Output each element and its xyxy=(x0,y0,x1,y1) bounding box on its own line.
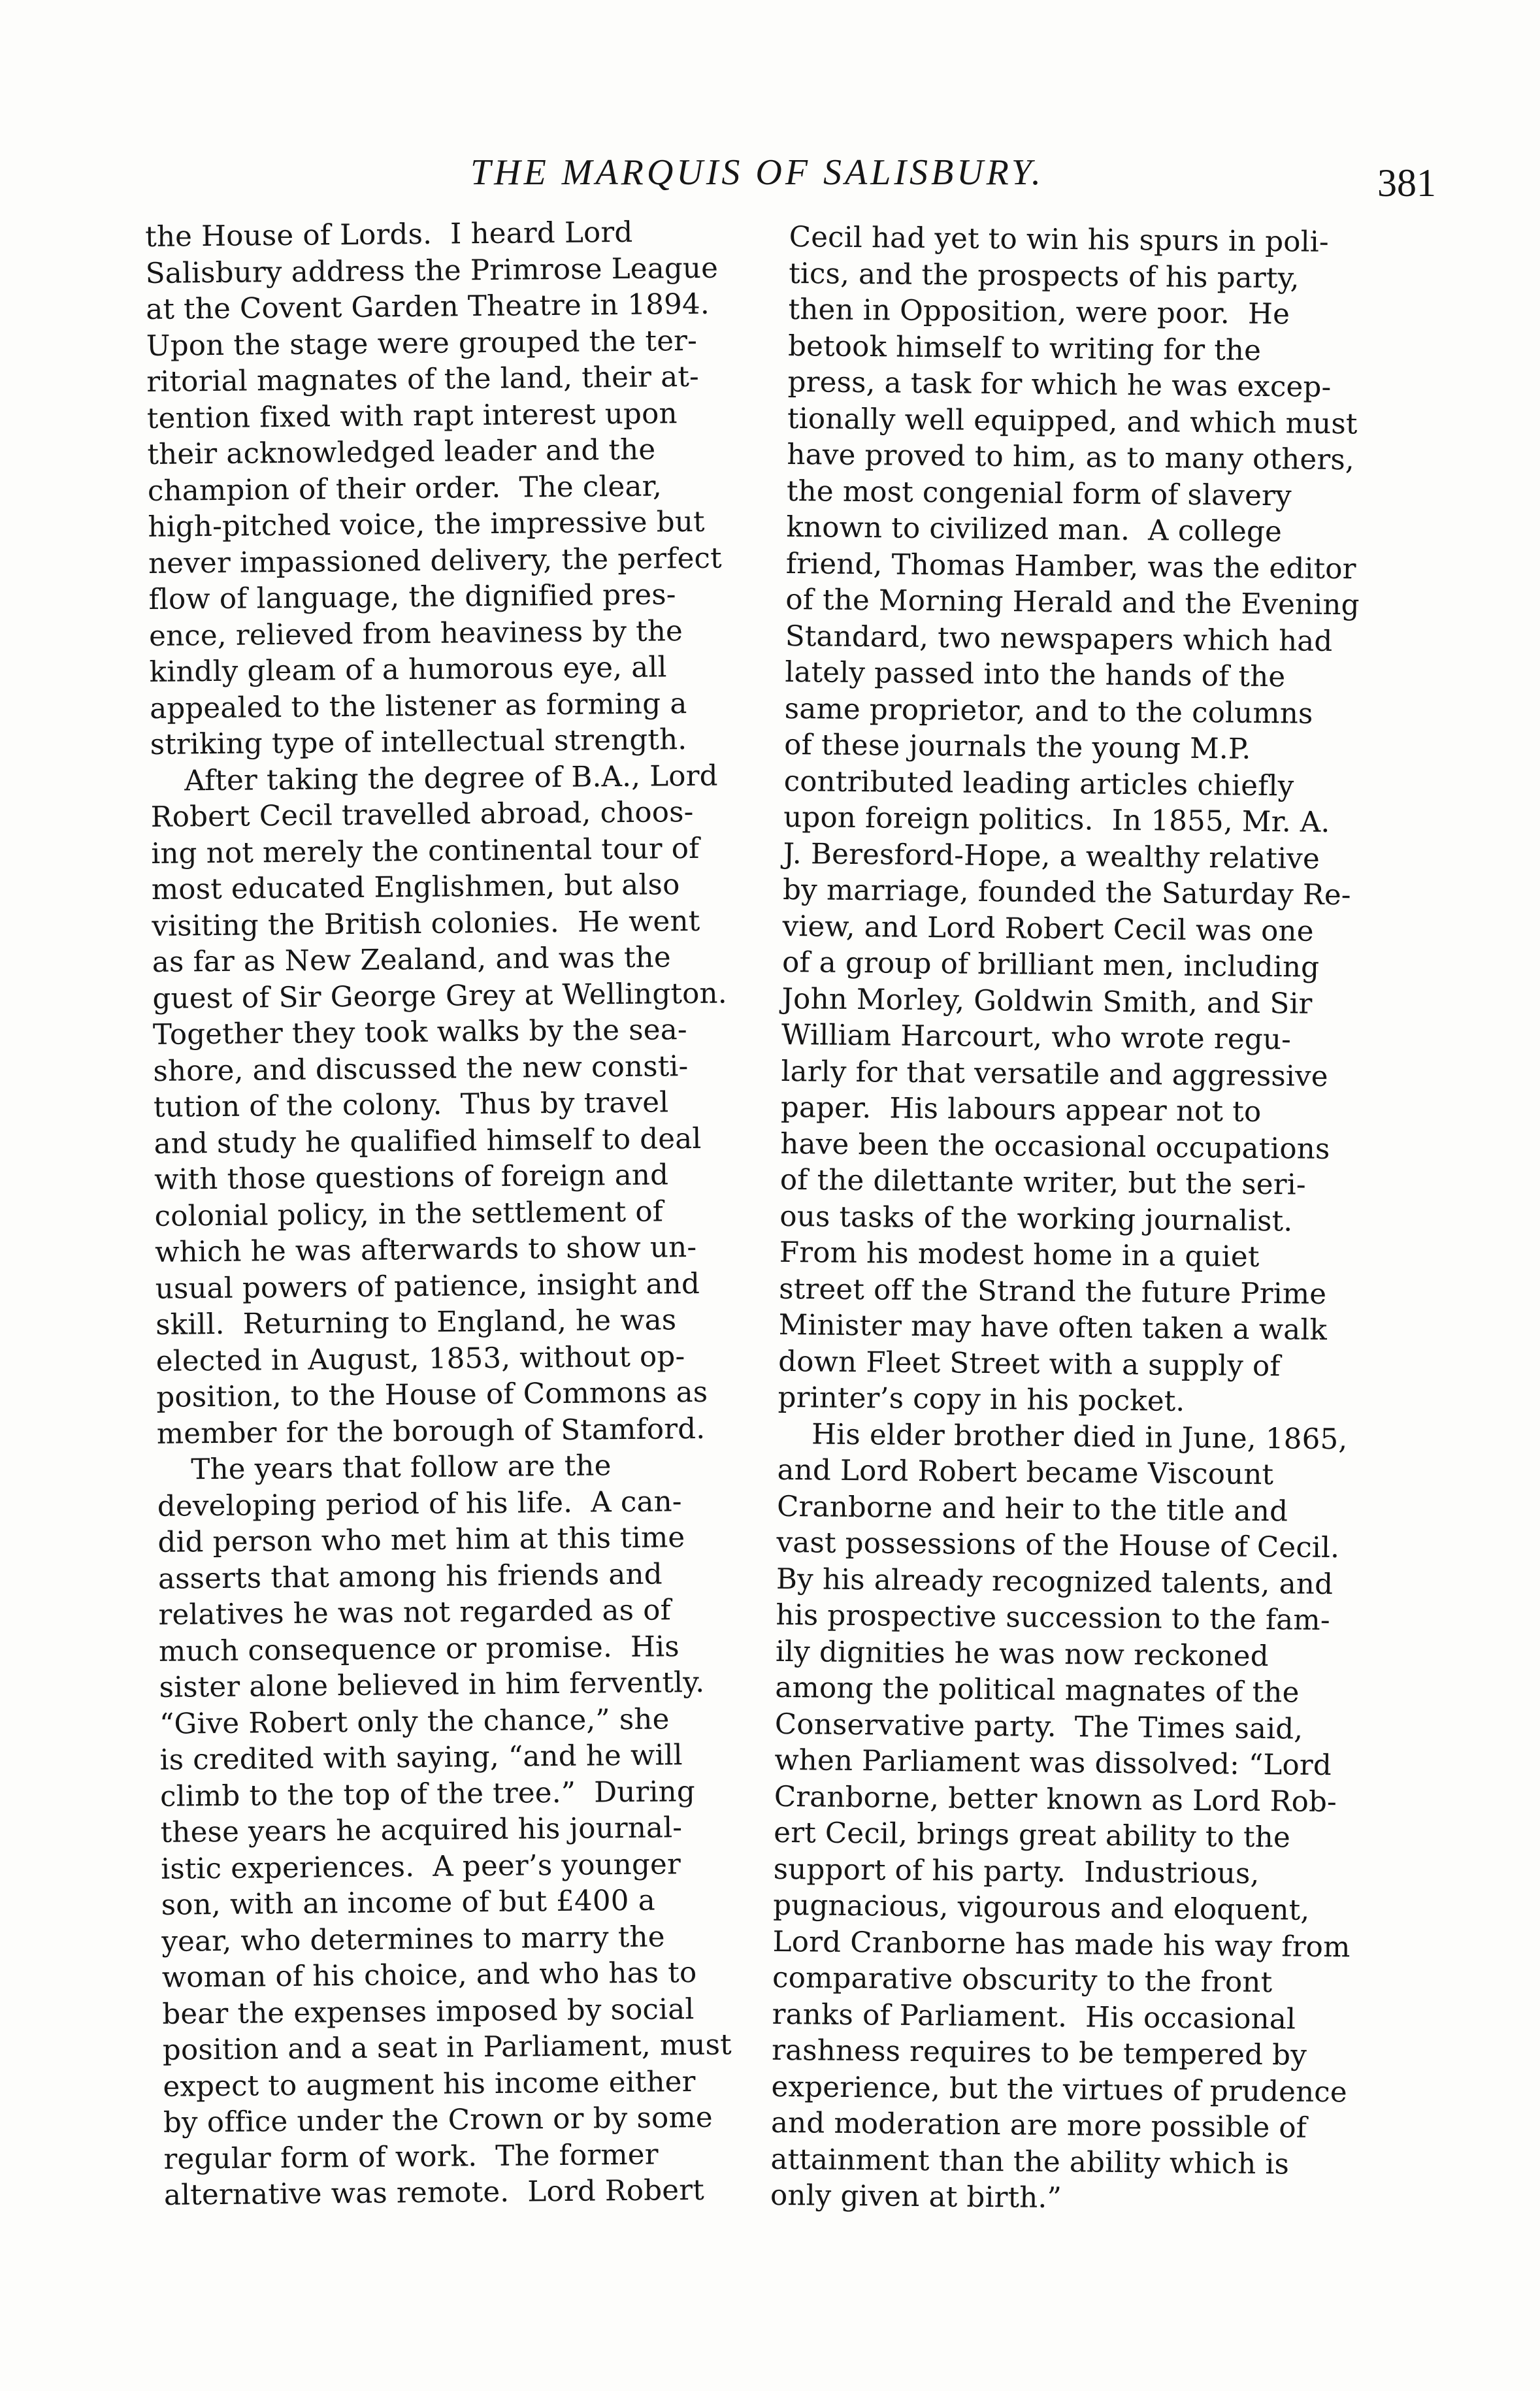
left-column-line: by office under the Crown or by some xyxy=(163,2101,713,2139)
right-column-line: printer’s copy in his pocket. xyxy=(778,1381,1185,1418)
right-column-line: of these journals the young M.P. xyxy=(784,728,1251,766)
left-column xyxy=(145,214,772,2214)
left-column-line: ritorial magnates of the land, their at- xyxy=(146,360,700,399)
right-column-line: view, and Lord Robert Cecil was one xyxy=(782,910,1314,948)
left-column-line: striking type of intellectual strength. xyxy=(150,723,687,761)
right-column-line: pugnacious, vigourous and eloquent, xyxy=(772,1888,1310,1927)
left-column-line: sister alone believed in him fervently. xyxy=(159,1666,705,1704)
left-column-line: son, with an income of but £400 a xyxy=(161,1884,656,1922)
left-column-line: year, who determines to marry the xyxy=(161,1920,665,1958)
right-column-line: when Parliament was dissolved: “Lord xyxy=(774,1743,1332,1783)
right-column-line: paper. His labours appear not to xyxy=(780,1091,1262,1129)
right-column-line: upon foreign politics. In 1855, Mr. A. xyxy=(783,800,1330,839)
right-column-line: ily dignities he was now reckoned xyxy=(775,1635,1270,1673)
left-column-line: member for the borough of Stamford. xyxy=(156,1412,706,1451)
left-column-line: developing period of his life. A can- xyxy=(157,1485,682,1523)
right-column-line: ous tasks of the working journalist. xyxy=(779,1200,1293,1238)
left-column-line: guest of Sir George Grey at Wellington. xyxy=(152,977,727,1015)
running-title: THE MARQUIS OF SALISBURY. xyxy=(470,152,1044,193)
left-column-line: visiting the British colonies. He went xyxy=(152,904,700,943)
right-column-line: have been the occasional occupations xyxy=(780,1127,1330,1166)
left-column-line: is credited with saying, “and he will xyxy=(159,1739,683,1777)
left-column-line: shore, and discussed the new consti- xyxy=(153,1049,689,1088)
left-column-line: istic experiences. A peer’s younger xyxy=(160,1847,681,1886)
left-column-line: which he was afterwards to show un- xyxy=(154,1230,697,1269)
left-column-line: “Give Robert only the chance,” she xyxy=(159,1702,670,1741)
right-column-line: of the dilettante writer, but the seri- xyxy=(779,1163,1306,1202)
right-column-line: the most congenial form of slavery xyxy=(786,474,1292,512)
left-column-line: the House of Lords. I heard Lord xyxy=(145,216,633,254)
right-column-line: and Lord Robert became Viscount xyxy=(777,1453,1274,1492)
right-column-line: By his already recognized talents, and xyxy=(776,1562,1334,1601)
right-column-line: experience, but the virtues of prudence xyxy=(771,2070,1348,2109)
left-column-line: champion of their order. The clear, xyxy=(147,469,663,508)
right-column-line: Cranborne and heir to the title and xyxy=(776,1490,1288,1528)
right-column-line: tics, and the prospects of his party, xyxy=(788,257,1300,295)
right-column-line: down Fleet Street with a supply of xyxy=(778,1345,1281,1383)
right-column-line: J. Beresford-Hope, a wealthy relative xyxy=(783,837,1320,876)
right-column-line: lately passed into the hands of the xyxy=(785,655,1286,694)
right-column-line: Lord Cranborne has made his way from xyxy=(772,1925,1351,1964)
right-column-line: ert Cecil, brings great ability to the xyxy=(774,1816,1291,1855)
left-column-line: most educated Englishmen, but also xyxy=(151,868,680,906)
right-column-line: Minister may have often taken a walk xyxy=(778,1308,1328,1347)
right-column-line: then in Opposition, were poor. He xyxy=(788,293,1290,331)
left-column-line: climb to the top of the tree.” During xyxy=(159,1775,696,1813)
left-column-line: tention fixed with rapt interest upon xyxy=(146,397,678,435)
right-column-line: comparative obscurity to the front xyxy=(772,1961,1273,2000)
left-column-line: elected in August, 1853, without op- xyxy=(156,1340,685,1378)
right-column-line: of a group of brilliant men, including xyxy=(781,946,1320,984)
left-column-line: with those questions of foreign and xyxy=(154,1159,669,1196)
left-column-line: tution of the colony. Thus by travel xyxy=(153,1086,669,1124)
left-column-line: bear the expenses imposed by social xyxy=(162,1992,695,2031)
left-column-line: and study he qualified himself to deal xyxy=(154,1122,702,1161)
left-column-line: Together they took walks by the sea- xyxy=(152,1014,687,1051)
right-column-line: rashness requires to be tempered by xyxy=(771,2034,1307,2072)
left-column-line: never impassioned delivery, the perfect xyxy=(148,542,723,580)
left-column-line: relatives he was not regarded as of xyxy=(158,1594,672,1632)
right-column-line: Standard, two newspapers which had xyxy=(785,619,1333,658)
right-column-line: by marriage, founded the Saturday Re- xyxy=(782,873,1351,912)
left-column-line: ing not merely the continental tour of xyxy=(151,832,700,870)
left-column-line: appealed to the listener as forming a xyxy=(149,687,687,725)
left-column-line: these years he acquired his journal- xyxy=(160,1811,683,1849)
left-column-line: asserts that among his friends and xyxy=(157,1557,663,1596)
right-column-line: known to civilized man. A college xyxy=(786,510,1283,549)
right-column-line: friend, Thomas Hamber, was the editor xyxy=(785,547,1356,585)
left-column-line: kindly gleam of a humorous eye, all xyxy=(149,651,667,689)
right-column-line: vast possessions of the House of Cecil. xyxy=(776,1526,1340,1565)
left-column-line: high-pitched voice, the impressive but xyxy=(148,505,705,544)
left-column-line: colonial policy, in the settlement of xyxy=(154,1195,664,1233)
right-column-line: Cranborne, better known as Lord Rob- xyxy=(774,1780,1337,1819)
left-column-line: Robert Cecil travelled abroad, choos- xyxy=(150,795,694,834)
left-column-line: After taking the degree of B.A., Lord xyxy=(184,759,718,797)
right-column-line: of the Morning Herald and the Evening xyxy=(785,583,1360,622)
right-column-line: John Morley, Goldwin Smith, and Sir xyxy=(781,982,1313,1021)
right-column-line: same proprietor, and to the columns xyxy=(784,692,1313,731)
right-column-line: larly for that versatile and aggressive xyxy=(781,1055,1329,1093)
left-column-line: expect to augment his income either xyxy=(163,2065,696,2103)
right-column-line: press, a task for which he was excep- xyxy=(787,365,1332,404)
right-column-line: and moderation are more possible of xyxy=(770,2106,1307,2145)
right-column-line: his prospective succession to the fam- xyxy=(776,1598,1330,1638)
right-column-line: support of his party. Industrious, xyxy=(773,1853,1260,1890)
right-column-line: tionally well equipped, and which must xyxy=(787,402,1358,440)
left-column-line: Upon the stage were grouped the ter- xyxy=(146,324,698,363)
right-column-line: William Harcourt, who wrote regu- xyxy=(781,1018,1292,1057)
left-column-line: usual powers of patience, insight and xyxy=(155,1267,700,1306)
left-column-line: ence, relieved from heaviness by the xyxy=(148,614,683,653)
left-column-line: regular form of work. The former xyxy=(163,2138,659,2176)
left-column-line: position, to the House of Commons as xyxy=(156,1376,708,1414)
right-column-line: Conservative party. The Times said, xyxy=(774,1707,1303,1746)
right-column-line: only given at birth.” xyxy=(770,2179,1062,2215)
left-column-line: Salisbury address the Primrose League xyxy=(145,252,719,290)
left-column-line: alternative was remote. Lord Robert xyxy=(163,2173,705,2212)
right-column-line: have proved to him, as to many others, xyxy=(787,438,1355,477)
right-column-line: contributed leading articles chiefly xyxy=(783,765,1294,802)
right-column-line: street off the Strand the future Prime xyxy=(779,1272,1327,1311)
right-column-line: attainment than the ability which is xyxy=(770,2143,1290,2181)
right-column-line: ranks of Parliament. His occasional xyxy=(772,1998,1296,2036)
right-column-line: betook himself to writing for the xyxy=(787,329,1262,367)
right-column-line: From his modest home in a quiet xyxy=(779,1236,1260,1274)
left-column-line: much consequence or promise. His xyxy=(158,1630,680,1668)
right-column-line: His elder brother died in June, 1865, xyxy=(811,1417,1348,1456)
left-column-line: did person who met him at this time xyxy=(157,1521,685,1559)
left-column-line: position and a seat in Parliament, must xyxy=(162,2028,732,2067)
page-number: 381 xyxy=(1377,161,1436,205)
right-column-line: Cecil had yet to win his spurs in poli- xyxy=(789,220,1330,259)
left-column-line: their acknowledged leader and the xyxy=(147,433,656,471)
left-column-line: flow of language, the dignified pres- xyxy=(148,578,676,616)
left-column-line: at the Covent Garden Theatre in 1894. xyxy=(146,288,710,326)
left-column-line: woman of his choice, and who has to xyxy=(161,1956,697,1994)
right-column xyxy=(770,220,1420,2220)
left-column-line: skill. Returning to England, he was xyxy=(156,1304,677,1342)
left-column-line: The years that follow are the xyxy=(191,1449,612,1487)
right-column-line: among the political magnates of the xyxy=(775,1671,1300,1709)
left-column-line: as far as New Zealand, and was the xyxy=(152,941,672,979)
